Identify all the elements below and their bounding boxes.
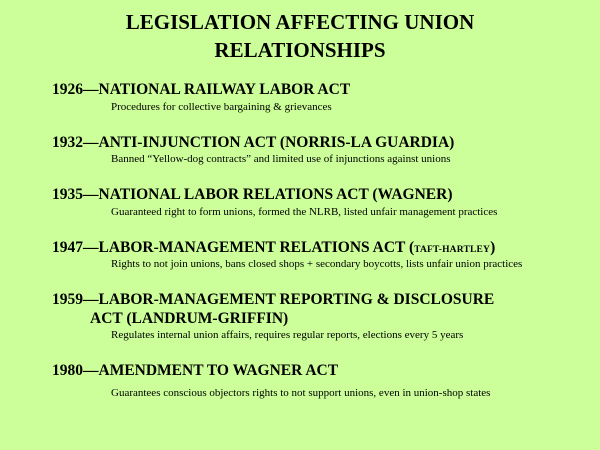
description-1926: Procedures for collective bargaining & grievances — [111, 101, 332, 113]
heading-1926-railway-labor-act: 1926—NATIONAL RAILWAY LABOR ACT — [52, 81, 351, 98]
description-1947: Rights to not join unions, bans closed shops + secondary boycotts, lists unfair union practices — [111, 258, 523, 270]
slide-title — [0, 8, 600, 64]
heading-1947-taft-hartley: TAFT-HARTLEY — [414, 245, 491, 255]
heading-1932-anti-injunction-act: 1932—ANTI-INJUNCTION ACT (NORRIS-LA GUARDIA) — [52, 134, 455, 151]
description-1959: Regulates internal union affairs, requires regular reports, elections every 5 years — [111, 329, 464, 341]
heading-1947-prefix: 1947—LABOR-MANAGEMENT RELATIONS ACT ( — [52, 239, 415, 256]
heading-1959-line-1: 1959—LABOR-MANAGEMENT REPORTING & DISCLOSURE — [52, 291, 495, 308]
description-1932: Banned “Yellow-dog contracts” and limited use of injunctions against unions — [111, 153, 451, 165]
heading-1935-national-labor-relations-act: 1935—NATIONAL LABOR RELATIONS ACT (WAGNER) — [52, 186, 453, 203]
title-line-1: LEGISLATION AFFECTING UNION — [125, 10, 475, 34]
heading-1959-labor-management-reporting-act — [52, 290, 494, 328]
heading-1980-amendment-to-wagner-act: 1980—AMENDMENT TO WAGNER ACT — [52, 362, 339, 379]
description-1980: Guarantees conscious objectors rights to not support unions, even in union-shop states — [111, 387, 491, 399]
heading-1947-suffix: ) — [490, 239, 496, 256]
title-line-2: RELATIONSHIPS — [214, 38, 386, 62]
heading-1959-line-2: ACT (LANDRUM-GRIFFIN) — [90, 310, 289, 327]
description-1935: Guaranteed right to form unions, formed the NLRB, listed unfair management practices — [111, 206, 498, 218]
